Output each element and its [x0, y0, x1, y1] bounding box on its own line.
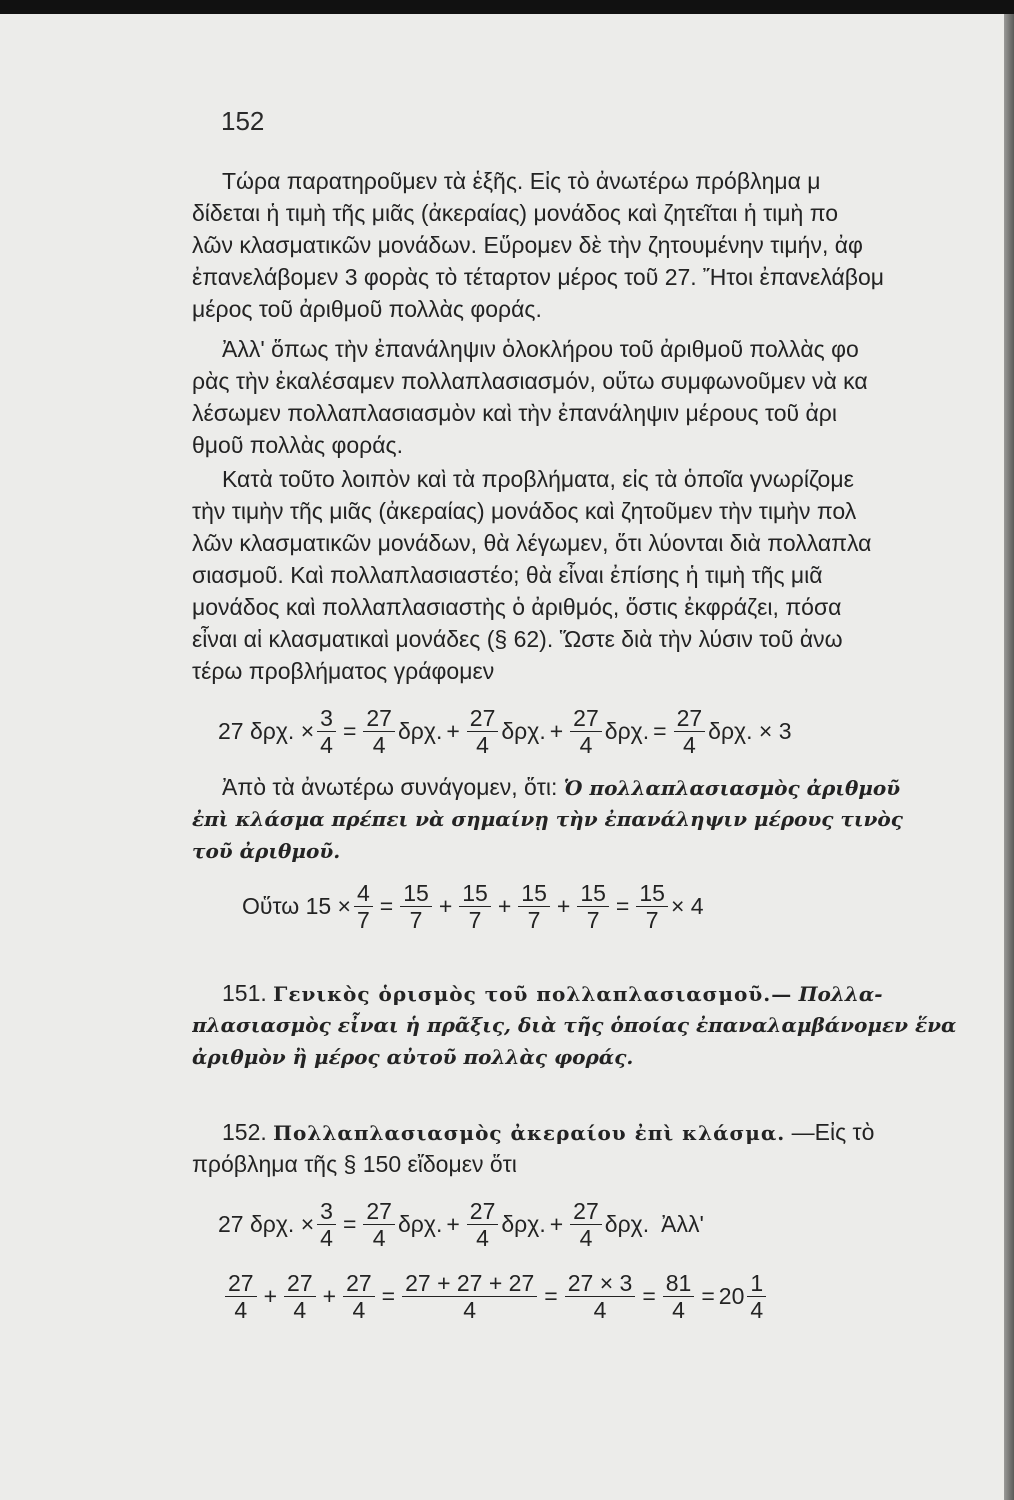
fraction: $\frac{27}{4}$ [570, 1198, 602, 1251]
whole-part: 20 [718, 1283, 745, 1309]
unit: δρχ. [397, 1211, 443, 1237]
eq-lead: 27 δρχ. × [218, 1211, 315, 1237]
paragraph-1 [192, 165, 1012, 325]
unit: δρχ. [604, 1211, 650, 1237]
scan-border [0, 0, 1014, 14]
fraction: $\frac{15}{7}$ [636, 880, 668, 933]
equation-1 [218, 705, 792, 758]
eq-tail: × 4 [670, 893, 704, 919]
fraction: $\frac{27}{4}$ [343, 1270, 375, 1323]
fraction: 27 4 [225, 1270, 257, 1323]
eq-tail: Ἀλλ' [661, 1211, 704, 1237]
text-line: μέρος τοῦ ἀριθμοῦ πολλὰς φοράς. [192, 296, 542, 322]
definition-text: Πολλα- [798, 982, 883, 1006]
text-line: λέσωμεν πολλαπλασιασμὸν καὶ τὴν ἐπανάληψιν μέρους τοῦ ἀρι [192, 400, 837, 426]
text-line: τέρω προβλήματος γράφομεν [192, 658, 495, 684]
paragraph-2 [192, 333, 1012, 461]
fraction: $\frac{15}{7}$ [518, 880, 550, 933]
unit: δρχ. [501, 718, 546, 744]
text-line: θμοῦ πολλὰς φοράς. [192, 432, 404, 458]
section-heading: Γενικὸς ὁρισμὸς τοῦ πολλαπλασιασμοῦ.— [273, 982, 793, 1006]
text-line: ρὰς τὴν ἐκαλέσαμεν πολλαπλασιασμόν, οὕτω συμφωνοῦμεν νὰ κα [192, 368, 868, 394]
unit: δρχ. [397, 718, 443, 744]
section-number: 151. [222, 980, 267, 1006]
section-152 [192, 1116, 1012, 1180]
text-line: ἐπανελάβομεν 3 φορὰς τὸ τέταρτον μέρος τοῦ 27. Ἤτοι ἐπανελάβομ [192, 264, 885, 290]
text-line: πρόβλημα τῆς § 150 εἴδομεν ὅτι [192, 1151, 517, 1177]
fraction: $\frac{27}{4}$ [674, 705, 706, 758]
equation-3: 27 δρχ. × $\frac{3}{4}$ = $\frac{27}{4}$ δρχ. + $\frac{27}{4}$ δρχ. + $\frac{27}{4}$ δρχ. Ἀλλ' [218, 1198, 704, 1251]
page-number: 152 [221, 106, 265, 136]
text-line: εἶναι αἱ κλασματικαὶ μονάδες (§ 62). Ὥστε διὰ τὴν λύσιν τοῦ ἀνω [192, 626, 843, 652]
text-line: μονάδος καὶ πολλαπλασιαστὴς ὁ ἀριθμός, ὅστις ἐκφράζει, πόσα [192, 594, 842, 620]
fraction: $\frac{27}{4}$ [363, 1198, 395, 1251]
section-151 [192, 977, 1012, 1073]
equals-sign: = [653, 718, 667, 744]
italic-rule: ἐπὶ κλάσμα πρέπει νὰ σημαίνῃ τὴν ἐπανάληψιν μέρους τινὸς [192, 807, 903, 831]
plus-sign: + [549, 718, 564, 744]
fraction: $\frac{27}{4}$ [363, 705, 395, 758]
equation-4: 27 4 + $\frac{27}{4}$ + $\frac{27}{4}$ = $\frac{27 + 27 + 27}{4}$ = $\frac{27 \times 3}{4}$ = $\frac{81}{4}$ = 20 1 4 [222, 1270, 769, 1323]
fraction: $\frac{3}{4}$ [317, 1198, 336, 1251]
eq-lead: 27 δρχ. × [218, 718, 315, 744]
fraction: $\frac{4}{7}$ [354, 880, 373, 933]
unit: δρχ. [604, 718, 650, 744]
text-line: Ἀλλ' ὅπως τὴν ἐπανάληψιν ὁλοκλήρου τοῦ ἀριθμοῦ πολλὰς φο [222, 336, 859, 362]
text-line: Τώρα παρατηροῦμεν τὰ ἑξῆς. Εἰς τὸ ἀνωτέρω πρόβλημα μ [222, 168, 821, 194]
eq-tail: δρχ. × 3 [708, 718, 792, 744]
section-heading: Πολλαπλασιασμὸς ἀκεραίου ἐπὶ κλάσμα. [273, 1121, 786, 1145]
unit: δρχ. [501, 1211, 546, 1237]
fraction: $\frac{15}{7}$ [459, 880, 491, 933]
plus-sign: + [446, 718, 460, 744]
fraction: $\frac{27}{4}$ [284, 1270, 316, 1323]
fraction: $\frac{27}{4}$ [467, 1198, 499, 1251]
paragraph-4 [192, 771, 1012, 867]
fraction: $\frac{3}{4}$ [317, 705, 336, 758]
italic-rule: Ὁ πολλαπλασιασμὸς ἀριθμοῦ [563, 776, 901, 800]
text-line: λῶν κλασματικῶν μονάδων. Εὕρομεν δὲ τὴν ζητουμένην τιμήν, ἀφ [192, 232, 863, 258]
text-line: σιασμοῦ. Καὶ πολλαπλασιαστέο; θὰ εἶναι ἐπίσης ἡ τιμὴ τῆς μιᾶ [192, 562, 823, 588]
text-line: λῶν κλασματικῶν μονάδων, θὰ λέγωμεν, ὅτι λύονται διὰ πολλαπλα [192, 530, 872, 556]
fraction: $\frac{15}{7}$ [400, 880, 432, 933]
equation-2: Οὕτω 15 × $\frac{4}{7}$ = $\frac{15}{7}$ + $\frac{15}{7}$ + $\frac{15}{7}$ + $\frac{15}{7}$ = $\frac{15}{7}$ × 4 [242, 880, 704, 933]
text-line: τὴν τιμὴν τῆς μιᾶς (ἀκεραίας) μονάδος καὶ ζητοῦμεν τὴν τιμὴν πολ [192, 498, 857, 524]
italic-rule: τοῦ ἀριθμοῦ. [192, 839, 341, 863]
fraction: $\frac{27 + 27 + 27}{4}$ [402, 1270, 537, 1323]
text-span: Ἀπὸ τὰ ἀνωτέρω συνάγομεν, ὅτι: [222, 774, 558, 800]
definition-text: ἀριθμὸν ἢ μέρος αὐτοῦ πολλὰς φοράς. [192, 1045, 634, 1069]
fraction: 1 4 [747, 1270, 766, 1323]
fraction: $\frac{15}{7}$ [577, 880, 609, 933]
paragraph-3 [192, 463, 1012, 687]
fraction: $\frac{81}{4}$ [663, 1270, 695, 1323]
text-line: Κατὰ τοῦτο λοιπὸν καὶ τὰ προβλήματα, εἰς τὰ ὁποῖα γνωρίζομε [222, 466, 854, 492]
text-line: δίδεται ἡ τιμὴ τῆς μιᾶς (ἀκεραίας) μονάδος καὶ ζητεῖται ἡ τιμὴ πο [192, 200, 839, 226]
eq-lead: Οὕτω 15 × [242, 893, 351, 919]
section-number: 152. [222, 1119, 267, 1145]
text-span: —Εἰς τὸ [791, 1119, 875, 1145]
fraction: $\frac{27}{4}$ [570, 705, 602, 758]
definition-text: πλασιασμὸς εἶναι ἡ πρᾶξις, διὰ τῆς ὁποίας ἐπαναλαμβάνομεν ἕνα [192, 1013, 957, 1037]
fraction: $\frac{27 \times 3}{4}$ [565, 1270, 636, 1323]
fraction: $\frac{27}{4}$ [467, 705, 499, 758]
equals-sign: = [342, 718, 357, 744]
